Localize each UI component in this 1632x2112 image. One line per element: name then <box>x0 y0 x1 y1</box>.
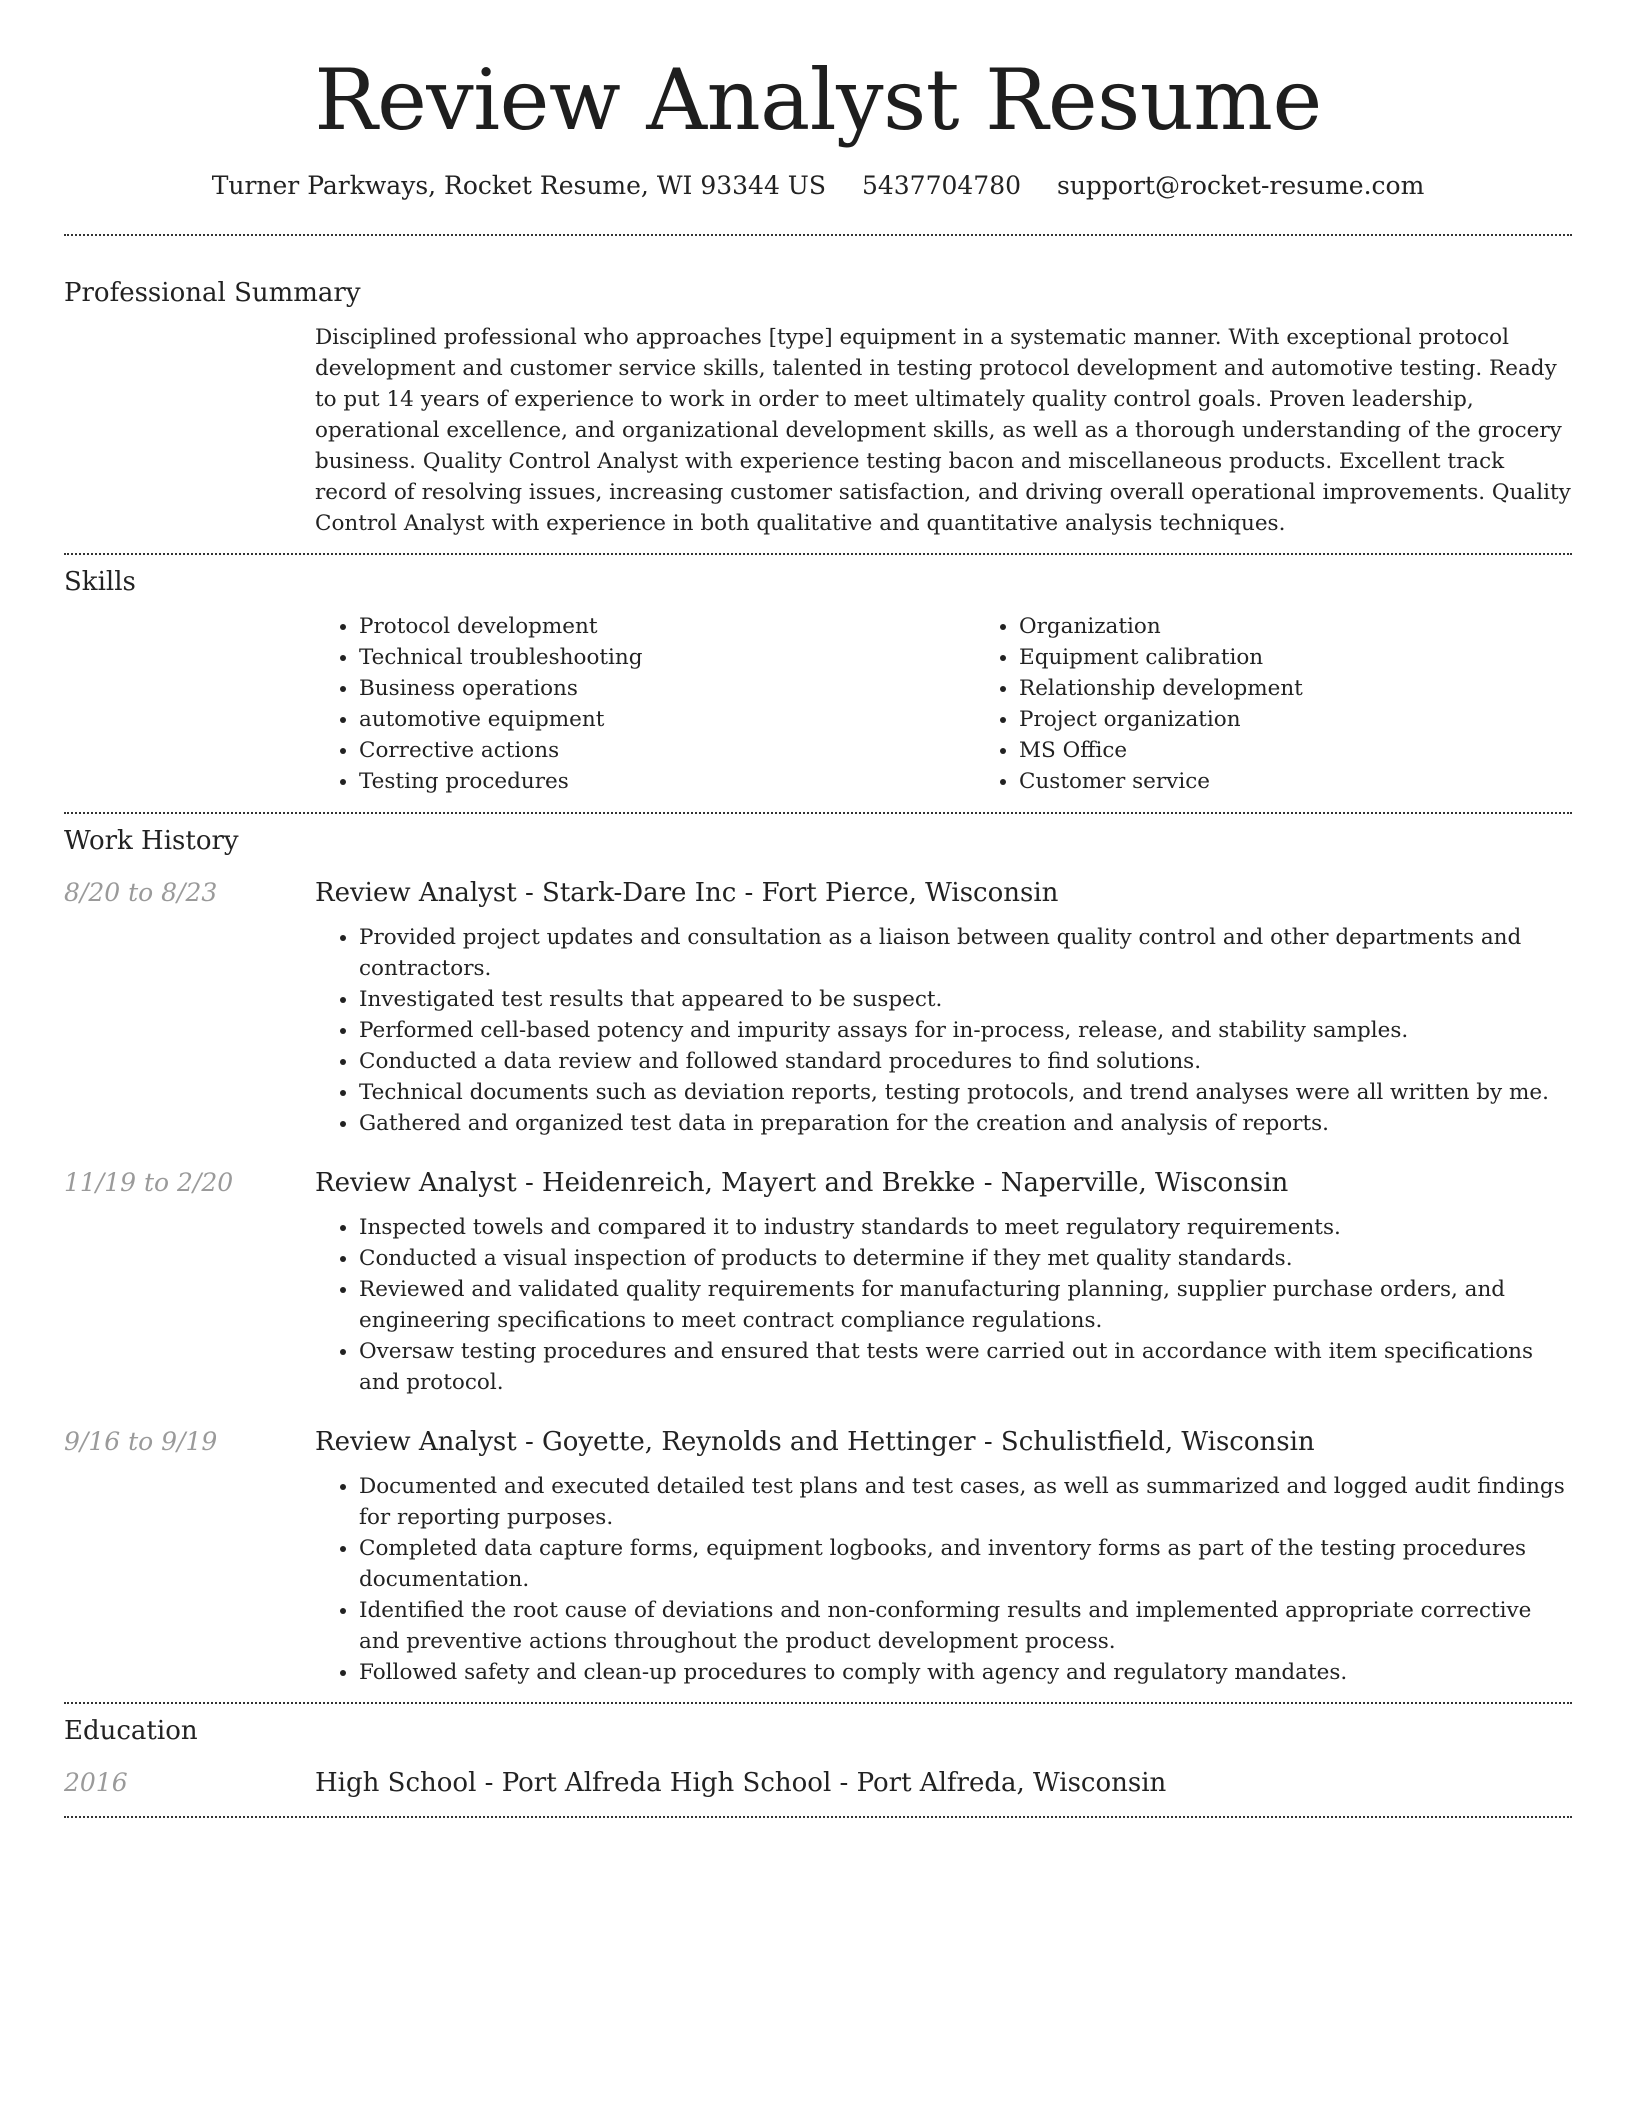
job-bullet: • Identified the root cause of deviations and non-conforming results and implemented appropriate corrective and preventive actions throughout the product development process. <box>359 1595 1572 1657</box>
job-entry <box>64 1166 1572 1398</box>
contact-phone: 5437704780 <box>861 170 1022 200</box>
skill-item: • Protocol development <box>359 611 975 642</box>
job-title: Review Analyst - Goyette, Reynolds and Hettinger - Schulistfield, Wisconsin <box>315 1426 1315 1457</box>
summary-section <box>64 278 1572 539</box>
skills-list-2 <box>975 611 1632 797</box>
job-bullet: • Documented and executed detailed test plans and test cases, as well as summarized and logged audit findings for reporting purposes. <box>359 1471 1572 1533</box>
skills-columns <box>315 611 1632 797</box>
summary-heading: Professional Summary <box>64 277 361 308</box>
education-title: High School - Port Alfreda High School - Port Alfreda, Wisconsin <box>315 1767 1167 1798</box>
skills-section <box>64 567 1572 797</box>
job-bullets <box>315 1212 1572 1398</box>
resume-title: Review Analyst Resume <box>314 51 1322 149</box>
job-bullet: • Completed data capture forms, equipment logbooks, and inventory forms as part of the testing procedures documentation. <box>359 1533 1572 1595</box>
skills-list-1 <box>315 611 975 797</box>
divider <box>64 234 1572 236</box>
divider <box>64 553 1572 555</box>
skill-item: • Organization <box>1019 611 1632 642</box>
education-entry <box>64 1766 1572 1800</box>
skill-item: • Project organization <box>1019 704 1632 735</box>
job-dates: 11/19 to 2/20 <box>64 1167 234 1197</box>
skill-item: • Customer service <box>1019 766 1632 797</box>
skill-item: • Corrective actions <box>359 735 975 766</box>
job-dates: 9/16 to 9/19 <box>64 1426 218 1456</box>
divider <box>64 1816 1572 1818</box>
job-bullet: • Technical documents such as deviation reports, testing protocols, and trend analyses were all written by me. <box>359 1077 1572 1108</box>
divider <box>64 1702 1572 1704</box>
job-bullet: • Followed safety and clean-up procedures to comply with agency and regulatory mandates. <box>359 1657 1572 1688</box>
education-heading: Education <box>64 1715 198 1746</box>
resume-page <box>64 0 1572 1818</box>
job-bullet: • Investigated test results that appeared to be suspect. <box>359 984 1572 1015</box>
job-bullet: • Gathered and organized test data in preparation for the creation and analysis of reports. <box>359 1108 1572 1139</box>
job-bullet: • Conducted a visual inspection of products to determine if they met quality standards. <box>359 1243 1572 1274</box>
job-bullet: • Oversaw testing procedures and ensured that tests were carried out in accordance with item specifications and protocol. <box>359 1336 1572 1398</box>
job-entry <box>64 876 1572 1139</box>
education-year: 2016 <box>64 1767 128 1797</box>
work-history-heading: Work History <box>64 825 239 856</box>
skill-item: • Testing procedures <box>359 766 975 797</box>
contact-email: support@rocket-resume.com <box>1056 170 1425 200</box>
summary-text: Disciplined professional who approaches [type] equipment in a systematic manner. With exceptional protocol development and customer service skills, talented in testing protocol development and automotive testing. Ready to put 14 years of experience to work in order to meet ultimately quality control goals. Proven leadership, operational excellence, and organizational development skills, as well as a thorough understanding of the grocery business. Quality Control Analyst with experience testing bacon and miscellaneous products. Excellent track record of resolving issues, increasing customer satisfaction, and driving overall operational improvements. Quality Control Analyst with experience in both qualitative and quantitative analysis techniques. <box>315 324 1571 536</box>
job-title: Review Analyst - Stark-Dare Inc - Fort Pierce, Wisconsin <box>315 877 1059 908</box>
job-bullets <box>315 922 1572 1139</box>
contact-line <box>64 171 1572 200</box>
skills-heading: Skills <box>64 566 136 597</box>
summary-left-column <box>64 322 315 539</box>
job-bullets <box>315 1471 1572 1688</box>
job-entry <box>64 1425 1572 1688</box>
education-section <box>64 1716 1572 1800</box>
contact-address: Turner Parkways, Rocket Resume, WI 93344 US <box>211 170 827 200</box>
job-bullet: • Reviewed and validated quality requirements for manufacturing planning, supplier purchase orders, and engineering specifications to meet contract compliance regulations. <box>359 1274 1572 1336</box>
job-bullet: • Conducted a data review and followed standard procedures to find solutions. <box>359 1046 1572 1077</box>
job-title: Review Analyst - Heidenreich, Mayert and Brekke - Naperville, Wisconsin <box>315 1167 1289 1198</box>
job-bullet: • Performed cell-based potency and impurity assays for in-process, release, and stability samples. <box>359 1015 1572 1046</box>
skill-item: • MS Office <box>1019 735 1632 766</box>
skill-item: • automotive equipment <box>359 704 975 735</box>
skill-item: • Business operations <box>359 673 975 704</box>
job-bullet: • Provided project updates and consultation as a liaison between quality control and other departments and contractors. <box>359 922 1572 984</box>
skill-item: • Technical troubleshooting <box>359 642 975 673</box>
skill-item: • Equipment calibration <box>1019 642 1632 673</box>
work-history-section <box>64 826 1572 1688</box>
job-bullet: • Inspected towels and compared it to industry standards to meet regulatory requirements. <box>359 1212 1572 1243</box>
skill-item: • Relationship development <box>1019 673 1632 704</box>
job-dates: 8/20 to 8/23 <box>64 877 218 907</box>
divider <box>64 812 1572 814</box>
skills-left-column <box>64 611 315 797</box>
